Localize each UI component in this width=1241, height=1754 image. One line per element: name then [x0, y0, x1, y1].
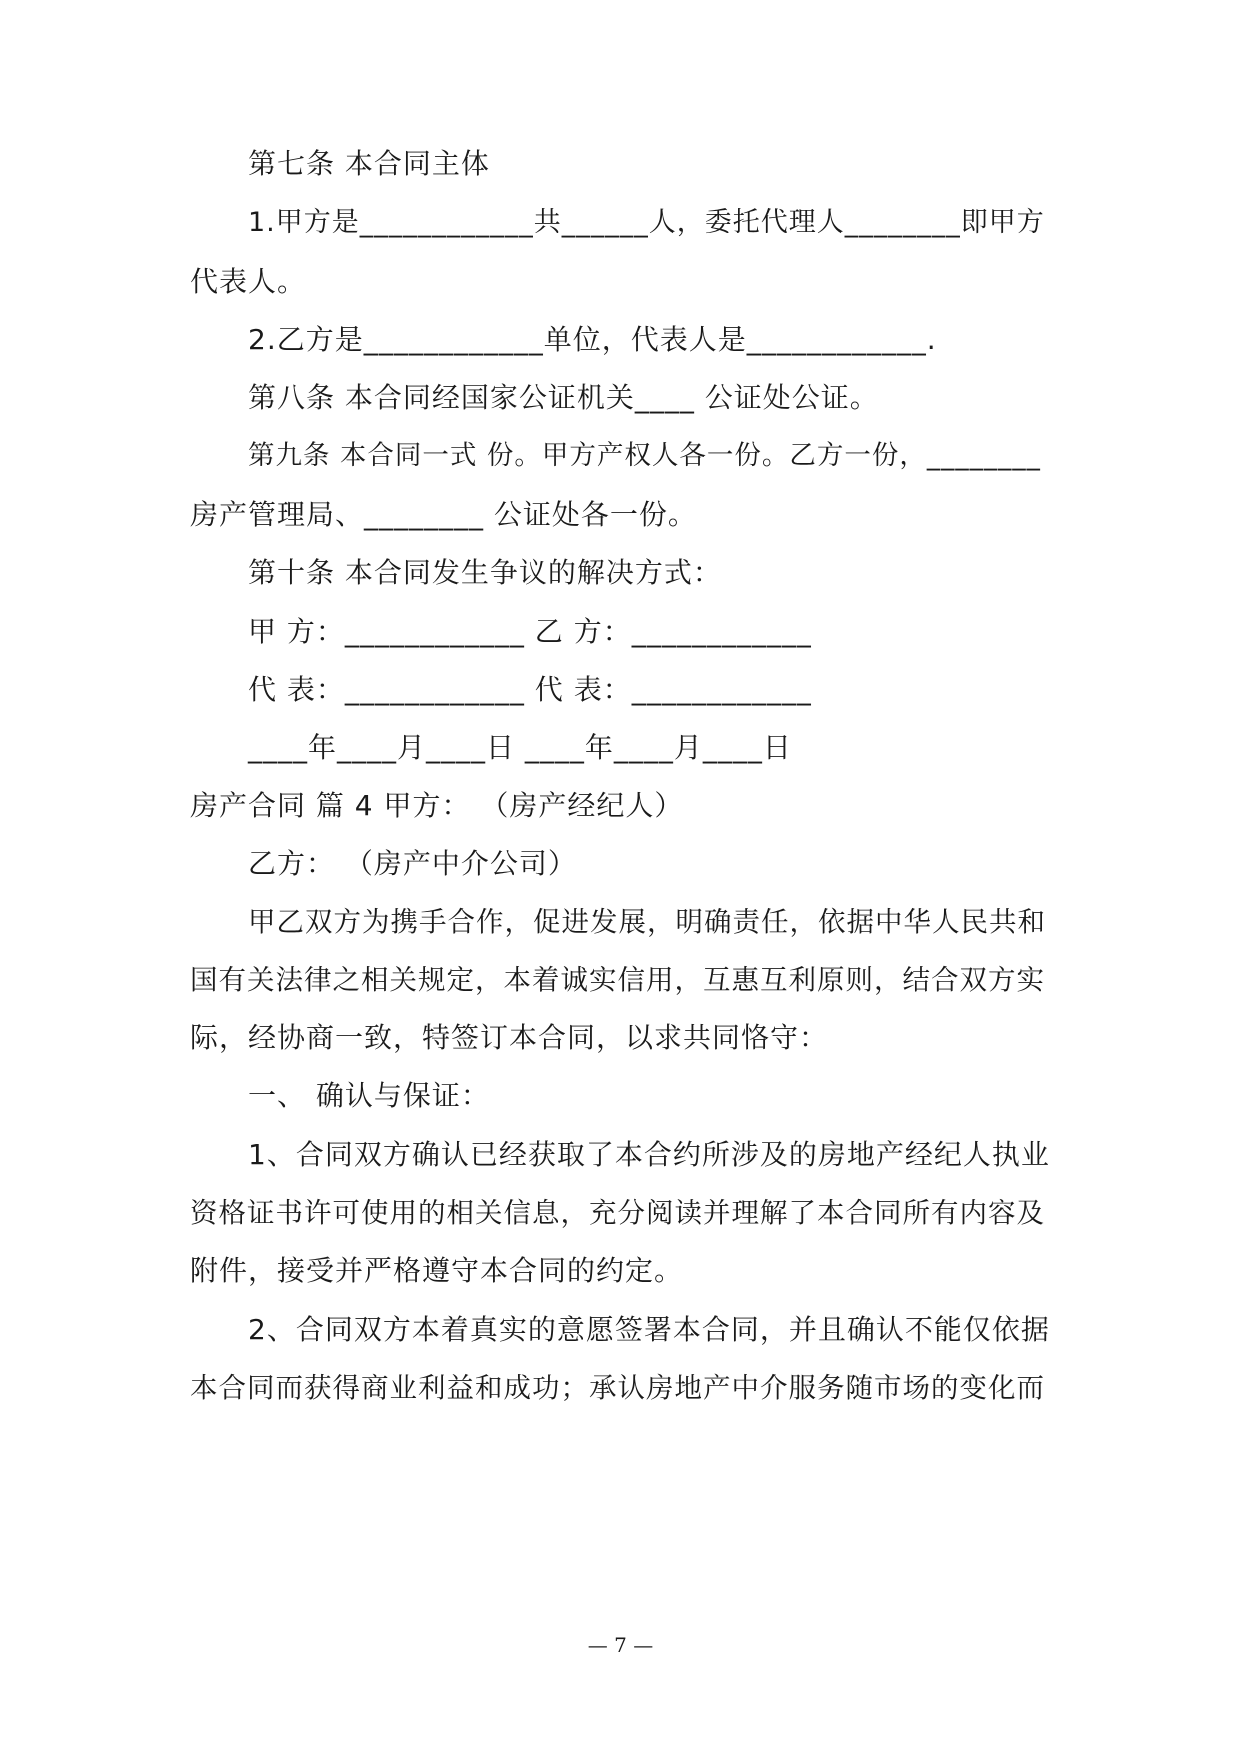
clause-2-line-1: 2、合同双方本着真实的意愿签署本合同，并且确认不能仅依据 — [248, 1313, 1050, 1346]
signature-representative-line: 代 表：____________ 代 表：____________ — [248, 673, 812, 706]
party-a-line: 1.甲方是____________共______人，委托代理人________即甲方 — [248, 207, 1045, 238]
article-9-cont: 房产管理局、________ 公证处各一份。 — [190, 498, 697, 531]
preamble-line-2: 国有关法律之相关规定，本着诚实信用，互惠互利原则，结合双方实 — [190, 964, 1045, 996]
clause-1-line-1: 1、合同双方确认已经获取了本合约所涉及的房地产经纪人执业 — [248, 1138, 1050, 1171]
signature-party-line: 甲 方：____________ 乙 方：____________ — [248, 615, 812, 648]
party-a-line-cont: 代表人。 — [190, 265, 307, 298]
article-7-heading: 第七条 本合同主体 — [248, 147, 490, 180]
party-b-intro: 乙方： （房产中介公司） — [248, 847, 577, 880]
article-9: 第九条 本合同一式 份。甲方产权人各一份。乙方一份，________ — [248, 440, 1041, 471]
party-b-line: 2.乙方是____________单位，代表人是____________. — [248, 323, 937, 356]
clause-1-line-3: 附件，接受并严格遵守本合同的约定。 — [190, 1254, 684, 1287]
section-1-heading: 一、 确认与保证： — [248, 1079, 490, 1112]
preamble-line-1: 甲乙双方为携手合作，促进发展，明确责任，依据中华人民共和 — [248, 906, 1046, 938]
clause-1-line-2: 资格证书许可使用的相关信息，充分阅读并理解了本合同所有内容及 — [190, 1197, 1045, 1229]
preamble-line-3: 际，经协商一致，特签订本合同，以求共同恪守： — [190, 1021, 829, 1054]
clause-2-line-2: 本合同而获得商业利益和成功；承认房地产中介服务随市场的变化而 — [190, 1372, 1045, 1404]
page-number: — 7 — — [587, 1633, 654, 1657]
signature-date-line: ____年____月____日 ____年____月____日 — [248, 731, 792, 764]
contract-4-heading: 房产合同 篇 4 甲方： （房产经纪人） — [190, 789, 684, 822]
article-8: 第八条 本合同经国家公证机关____ 公证处公证。 — [248, 381, 879, 414]
article-10: 第十条 本合同发生争议的解决方式： — [248, 556, 722, 589]
